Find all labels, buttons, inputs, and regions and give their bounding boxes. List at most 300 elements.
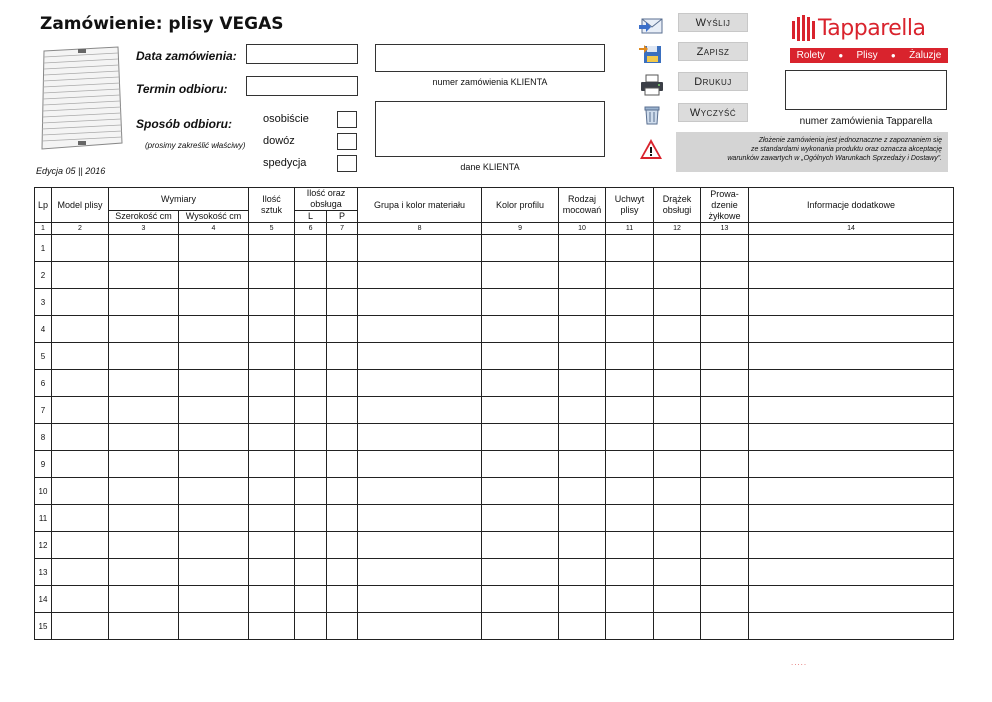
- col-rod-line-1: Drążek: [662, 194, 692, 204]
- table-cell[interactable]: [109, 586, 179, 613]
- table-row: [35, 370, 954, 397]
- table-cell[interactable]: [52, 262, 109, 289]
- table-cell[interactable]: [249, 343, 295, 370]
- pickup-option-shipping-checkbox[interactable]: [337, 155, 357, 172]
- table-cell[interactable]: [606, 559, 654, 586]
- tapparella-order-number-field[interactable]: [785, 70, 947, 110]
- tagline-plisy: Plisy: [856, 50, 878, 61]
- row-number: 13: [35, 559, 52, 586]
- table-cell[interactable]: [109, 262, 179, 289]
- table-cell[interactable]: [249, 451, 295, 478]
- table-cell[interactable]: [701, 316, 749, 343]
- table-row: [35, 451, 954, 478]
- table-row: [35, 559, 954, 586]
- table-cell[interactable]: [52, 424, 109, 451]
- table-cell[interactable]: [295, 397, 327, 424]
- table-cell[interactable]: [179, 316, 249, 343]
- table-cell[interactable]: [52, 559, 109, 586]
- table-cell[interactable]: [654, 478, 701, 505]
- table-cell[interactable]: [701, 532, 749, 559]
- table-cell[interactable]: [654, 451, 701, 478]
- table-cell[interactable]: [749, 478, 954, 505]
- table-cell[interactable]: [482, 613, 559, 640]
- table-cell[interactable]: [559, 586, 606, 613]
- column-number: 11: [606, 223, 654, 235]
- trash-bin-icon[interactable]: [641, 104, 663, 126]
- table-cell[interactable]: [249, 532, 295, 559]
- table-cell[interactable]: [482, 370, 559, 397]
- col-operation: [295, 188, 358, 211]
- table-cell[interactable]: [606, 424, 654, 451]
- table-cell[interactable]: [249, 505, 295, 532]
- table-cell[interactable]: [749, 370, 954, 397]
- save-disk-icon[interactable]: [639, 44, 665, 64]
- printer-icon[interactable]: [639, 74, 665, 96]
- table-cell[interactable]: [701, 586, 749, 613]
- col-info: Informacje dodatkowe: [749, 188, 954, 223]
- col-model: Model plisy: [52, 188, 109, 223]
- table-cell[interactable]: [109, 532, 179, 559]
- footer-dots: .....: [791, 658, 808, 667]
- col-quantity: [249, 188, 295, 223]
- pickup-option-personal-label: osobiście: [263, 113, 309, 125]
- table-cell[interactable]: [654, 316, 701, 343]
- table-cell[interactable]: [654, 262, 701, 289]
- table-cell[interactable]: [109, 559, 179, 586]
- table-cell[interactable]: [249, 397, 295, 424]
- table-cell[interactable]: [295, 316, 327, 343]
- table-cell[interactable]: [606, 397, 654, 424]
- table-cell[interactable]: [327, 613, 358, 640]
- table-cell[interactable]: [749, 397, 954, 424]
- order-date-label: Data zamówienia:: [136, 49, 237, 63]
- table-cell[interactable]: [749, 505, 954, 532]
- col-height: Wysokość cm: [179, 211, 249, 223]
- table-cell[interactable]: [295, 505, 327, 532]
- table-cell[interactable]: [654, 559, 701, 586]
- row-number: 1: [35, 235, 52, 262]
- table-cell[interactable]: [249, 289, 295, 316]
- table-cell[interactable]: [606, 343, 654, 370]
- order-table: [34, 187, 954, 640]
- table-cell[interactable]: [52, 235, 109, 262]
- table-cell[interactable]: [358, 289, 482, 316]
- table-cell[interactable]: [749, 316, 954, 343]
- terms-notice: [676, 132, 948, 172]
- table-cell[interactable]: [327, 397, 358, 424]
- table-cell[interactable]: [109, 289, 179, 316]
- table-cell[interactable]: [327, 532, 358, 559]
- table-cell[interactable]: [749, 235, 954, 262]
- row-number: 8: [35, 424, 52, 451]
- table-cell[interactable]: [249, 613, 295, 640]
- table-cell[interactable]: [606, 262, 654, 289]
- table-cell[interactable]: [327, 505, 358, 532]
- table-cell[interactable]: [327, 424, 358, 451]
- table-cell[interactable]: [606, 370, 654, 397]
- table-row: [35, 397, 954, 424]
- table-cell[interactable]: [327, 289, 358, 316]
- table-cell[interactable]: [109, 424, 179, 451]
- pickup-date-field[interactable]: [246, 76, 358, 96]
- table-cell[interactable]: [179, 559, 249, 586]
- table-cell[interactable]: [109, 451, 179, 478]
- table-cell[interactable]: [295, 559, 327, 586]
- table-cell[interactable]: [559, 316, 606, 343]
- table-cell[interactable]: [249, 586, 295, 613]
- table-cell[interactable]: [701, 424, 749, 451]
- table-cell[interactable]: [249, 235, 295, 262]
- col-guide-line-1: Prowa-: [710, 188, 739, 199]
- client-order-number-label: numer zamówienia KLIENTA: [432, 77, 548, 87]
- warning-icon: [639, 138, 663, 160]
- table-cell[interactable]: [701, 370, 749, 397]
- table-cell[interactable]: [327, 262, 358, 289]
- table-cell[interactable]: [249, 316, 295, 343]
- table-cell[interactable]: [52, 613, 109, 640]
- table-cell[interactable]: [559, 451, 606, 478]
- row-number: 3: [35, 289, 52, 316]
- send-button[interactable]: Wyślij: [678, 13, 748, 32]
- table-cell[interactable]: [52, 532, 109, 559]
- table-cell[interactable]: [559, 424, 606, 451]
- table-cell[interactable]: [559, 370, 606, 397]
- table-cell[interactable]: [52, 343, 109, 370]
- table-cell[interactable]: [295, 451, 327, 478]
- table-cell[interactable]: [606, 289, 654, 316]
- row-number: 6: [35, 370, 52, 397]
- pleated-blind-image: [38, 45, 126, 155]
- table-row: [35, 235, 954, 262]
- table-cell[interactable]: [109, 316, 179, 343]
- pickup-date-label: Termin odbioru:: [136, 82, 228, 96]
- table-cell[interactable]: [482, 316, 559, 343]
- col-mount-line-1: Rodzaj: [568, 194, 597, 204]
- table-cell[interactable]: [109, 478, 179, 505]
- table-cell[interactable]: [295, 370, 327, 397]
- table-cell[interactable]: [606, 532, 654, 559]
- col-handle-line-2: plisy: [620, 205, 639, 215]
- table-row: [35, 586, 954, 613]
- table-cell[interactable]: [749, 613, 954, 640]
- column-number: 12: [654, 223, 701, 235]
- tagline-zaluzje: Żaluzje: [909, 50, 942, 61]
- table-cell[interactable]: [482, 262, 559, 289]
- pickup-method-hint: (prosimy zakreślić właściwy): [145, 141, 246, 150]
- table-cell[interactable]: [606, 235, 654, 262]
- table-cell[interactable]: [249, 370, 295, 397]
- table-cell[interactable]: [701, 559, 749, 586]
- table-cell[interactable]: [482, 397, 559, 424]
- table-cell[interactable]: [749, 586, 954, 613]
- table-cell[interactable]: [179, 451, 249, 478]
- table-cell[interactable]: [559, 478, 606, 505]
- table-cell[interactable]: [358, 397, 482, 424]
- table-cell[interactable]: [179, 478, 249, 505]
- table-cell[interactable]: [749, 262, 954, 289]
- col-guide-line-2: dzenie: [711, 199, 738, 210]
- table-cell[interactable]: [295, 586, 327, 613]
- col-profile: Kolor profilu: [482, 188, 559, 223]
- table-cell[interactable]: [52, 505, 109, 532]
- column-number: 1: [35, 223, 52, 235]
- table-cell[interactable]: [701, 397, 749, 424]
- table-cell[interactable]: [327, 370, 358, 397]
- order-date-field[interactable]: [246, 44, 358, 64]
- pickup-option-delivery-checkbox[interactable]: [337, 133, 357, 150]
- table-cell[interactable]: [179, 235, 249, 262]
- table-cell[interactable]: [559, 613, 606, 640]
- table-cell[interactable]: [358, 235, 482, 262]
- table-cell[interactable]: [52, 586, 109, 613]
- table-cell[interactable]: [295, 532, 327, 559]
- table-cell[interactable]: [654, 532, 701, 559]
- table-cell[interactable]: [482, 478, 559, 505]
- column-number: 2: [52, 223, 109, 235]
- table-cell[interactable]: [109, 235, 179, 262]
- table-cell[interactable]: [327, 451, 358, 478]
- col-left: L: [295, 211, 327, 223]
- table-cell[interactable]: [179, 370, 249, 397]
- row-number: 12: [35, 532, 52, 559]
- table-cell[interactable]: [701, 505, 749, 532]
- terms-notice-line-2: ze standardami wykonania produktu oraz oznacza akceptację: [750, 146, 942, 153]
- col-quantity-line-2: sztuk: [261, 205, 283, 215]
- table-cell[interactable]: [327, 478, 358, 505]
- row-number: 4: [35, 316, 52, 343]
- table-cell[interactable]: [179, 613, 249, 640]
- table-cell[interactable]: [249, 478, 295, 505]
- table-cell[interactable]: [482, 235, 559, 262]
- table-cell[interactable]: [749, 343, 954, 370]
- table-cell[interactable]: [606, 451, 654, 478]
- table-cell[interactable]: [358, 370, 482, 397]
- row-number: 9: [35, 451, 52, 478]
- row-number: 2: [35, 262, 52, 289]
- tapparella-logo-icon: [790, 13, 818, 43]
- col-width: Szerokość cm: [109, 211, 179, 223]
- col-quantity-line-1: Ilość: [262, 194, 281, 204]
- table-cell[interactable]: [654, 343, 701, 370]
- client-data-label: dane KLIENTA: [460, 162, 520, 172]
- tapparella-order-number-label: numer zamówienia Tapparella: [799, 116, 933, 127]
- col-rod: [654, 188, 701, 223]
- table-row: [35, 289, 954, 316]
- col-mount-line-2: mocowań: [562, 205, 602, 215]
- table-cell[interactable]: [701, 343, 749, 370]
- table-cell[interactable]: [606, 586, 654, 613]
- table-cell[interactable]: [327, 316, 358, 343]
- table-cell[interactable]: [358, 424, 482, 451]
- table-cell[interactable]: [295, 424, 327, 451]
- table-cell[interactable]: [701, 613, 749, 640]
- col-lp: Lp: [35, 188, 52, 223]
- table-cell[interactable]: [249, 424, 295, 451]
- table-row: [35, 424, 954, 451]
- table-cell[interactable]: [559, 505, 606, 532]
- table-cell[interactable]: [358, 613, 482, 640]
- table-cell[interactable]: [179, 505, 249, 532]
- table-cell[interactable]: [295, 343, 327, 370]
- table-row: [35, 505, 954, 532]
- table-cell[interactable]: [249, 559, 295, 586]
- table-cell[interactable]: [482, 559, 559, 586]
- table-cell[interactable]: [482, 586, 559, 613]
- table-cell[interactable]: [179, 586, 249, 613]
- table-cell[interactable]: [327, 559, 358, 586]
- table-cell[interactable]: [654, 586, 701, 613]
- table-cell[interactable]: [249, 262, 295, 289]
- table-cell[interactable]: [52, 316, 109, 343]
- row-number: 14: [35, 586, 52, 613]
- table-cell[interactable]: [358, 478, 482, 505]
- table-cell[interactable]: [606, 613, 654, 640]
- column-number: 6: [295, 223, 327, 235]
- table-cell[interactable]: [358, 586, 482, 613]
- col-mount: [559, 188, 606, 223]
- table-cell[interactable]: [749, 532, 954, 559]
- column-number: 7: [327, 223, 358, 235]
- page-title: Zamówienie: plisy VEGAS: [40, 14, 284, 34]
- table-cell[interactable]: [327, 586, 358, 613]
- table-cell[interactable]: [358, 316, 482, 343]
- client-data-field[interactable]: [375, 101, 605, 157]
- table-cell[interactable]: [654, 397, 701, 424]
- table-cell[interactable]: [52, 289, 109, 316]
- table-cell[interactable]: [179, 424, 249, 451]
- table-cell[interactable]: [295, 613, 327, 640]
- table-cell[interactable]: [327, 343, 358, 370]
- column-number: 3: [109, 223, 179, 235]
- table-cell[interactable]: [559, 343, 606, 370]
- table-cell[interactable]: [52, 478, 109, 505]
- table-cell[interactable]: [358, 451, 482, 478]
- table-cell[interactable]: [358, 343, 482, 370]
- table-row: [35, 343, 954, 370]
- save-button[interactable]: Zapisz: [678, 42, 748, 61]
- table-cell[interactable]: [701, 451, 749, 478]
- table-cell[interactable]: [358, 532, 482, 559]
- table-cell[interactable]: [482, 451, 559, 478]
- table-cell[interactable]: [749, 289, 954, 316]
- pickup-option-personal-checkbox[interactable]: [337, 111, 357, 128]
- client-order-number-field[interactable]: [375, 44, 605, 72]
- table-cell[interactable]: [179, 397, 249, 424]
- tagline-rolety: Rolety: [796, 50, 826, 61]
- table-cell[interactable]: [295, 235, 327, 262]
- table-cell[interactable]: [52, 451, 109, 478]
- col-operation-line-1: Ilość oraz: [306, 188, 346, 198]
- terms-notice-line-1: Złożenie zamówienia jest jednoznaczne z zapoznaniem się: [758, 137, 942, 144]
- pickup-option-shipping-label: spedycja: [263, 157, 307, 169]
- col-dimensions: Wymiary: [109, 188, 249, 211]
- table-cell[interactable]: [701, 289, 749, 316]
- table-cell[interactable]: [654, 235, 701, 262]
- table-cell[interactable]: [109, 613, 179, 640]
- table-cell[interactable]: [295, 478, 327, 505]
- table-cell[interactable]: [179, 289, 249, 316]
- table-cell[interactable]: [654, 424, 701, 451]
- table-row: [35, 316, 954, 343]
- table-cell[interactable]: [179, 343, 249, 370]
- table-cell[interactable]: [606, 478, 654, 505]
- table-cell[interactable]: [701, 262, 749, 289]
- table-cell[interactable]: [559, 532, 606, 559]
- table-cell[interactable]: [654, 370, 701, 397]
- table-cell[interactable]: [109, 397, 179, 424]
- table-cell[interactable]: [52, 370, 109, 397]
- table-cell[interactable]: [109, 343, 179, 370]
- table-cell[interactable]: [701, 478, 749, 505]
- table-cell[interactable]: [179, 532, 249, 559]
- send-mail-icon[interactable]: [639, 16, 665, 36]
- table-cell[interactable]: [749, 424, 954, 451]
- print-button[interactable]: Drukuj: [678, 72, 748, 91]
- table-cell[interactable]: [654, 289, 701, 316]
- table-cell[interactable]: [559, 559, 606, 586]
- column-number: 9: [482, 223, 559, 235]
- table-row: [35, 478, 954, 505]
- table-cell[interactable]: [295, 289, 327, 316]
- col-handle-line-1: Uchwyt: [614, 194, 645, 204]
- table-cell[interactable]: [109, 370, 179, 397]
- column-number: 4: [179, 223, 249, 235]
- column-number: 14: [749, 223, 954, 235]
- table-cell[interactable]: [482, 532, 559, 559]
- col-right: P: [327, 211, 358, 223]
- table-cell[interactable]: [749, 451, 954, 478]
- table-cell[interactable]: [606, 316, 654, 343]
- table-cell[interactable]: [358, 262, 482, 289]
- table-cell[interactable]: [654, 613, 701, 640]
- col-guide: [701, 188, 749, 223]
- table-cell[interactable]: [559, 289, 606, 316]
- column-number: 10: [559, 223, 606, 235]
- col-operation-line-2: obsługa: [310, 199, 342, 209]
- terms-notice-line-3: warunków zawartych w „Ogólnych Warunkach Sprzedaży i Dostawy”.: [727, 155, 942, 162]
- clear-button[interactable]: Wyczyść: [678, 103, 748, 122]
- row-number: 11: [35, 505, 52, 532]
- table-cell[interactable]: [327, 235, 358, 262]
- table-cell[interactable]: [358, 505, 482, 532]
- table-cell[interactable]: [749, 559, 954, 586]
- table-cell[interactable]: [559, 262, 606, 289]
- row-number: 5: [35, 343, 52, 370]
- table-cell[interactable]: [482, 289, 559, 316]
- table-row: [35, 613, 954, 640]
- table-cell[interactable]: [52, 397, 109, 424]
- table-cell[interactable]: [559, 397, 606, 424]
- table-cell[interactable]: [109, 505, 179, 532]
- table-cell[interactable]: [179, 262, 249, 289]
- column-number: 13: [701, 223, 749, 235]
- table-cell[interactable]: [559, 235, 606, 262]
- table-cell[interactable]: [482, 424, 559, 451]
- tapparella-tagline: Rolety ● Plisy ● Żaluzje: [790, 48, 948, 63]
- tapparella-logo: [790, 12, 948, 64]
- row-number: 15: [35, 613, 52, 640]
- table-cell[interactable]: [482, 505, 559, 532]
- table-cell[interactable]: [654, 505, 701, 532]
- table-cell[interactable]: [482, 343, 559, 370]
- table-cell[interactable]: [295, 262, 327, 289]
- table-cell[interactable]: [606, 505, 654, 532]
- table-cell[interactable]: [701, 235, 749, 262]
- pickup-method-label: Sposób odbioru:: [136, 117, 232, 131]
- edition-label: Edycja 05 || 2016: [36, 166, 106, 176]
- row-number: 10: [35, 478, 52, 505]
- table-cell[interactable]: [358, 559, 482, 586]
